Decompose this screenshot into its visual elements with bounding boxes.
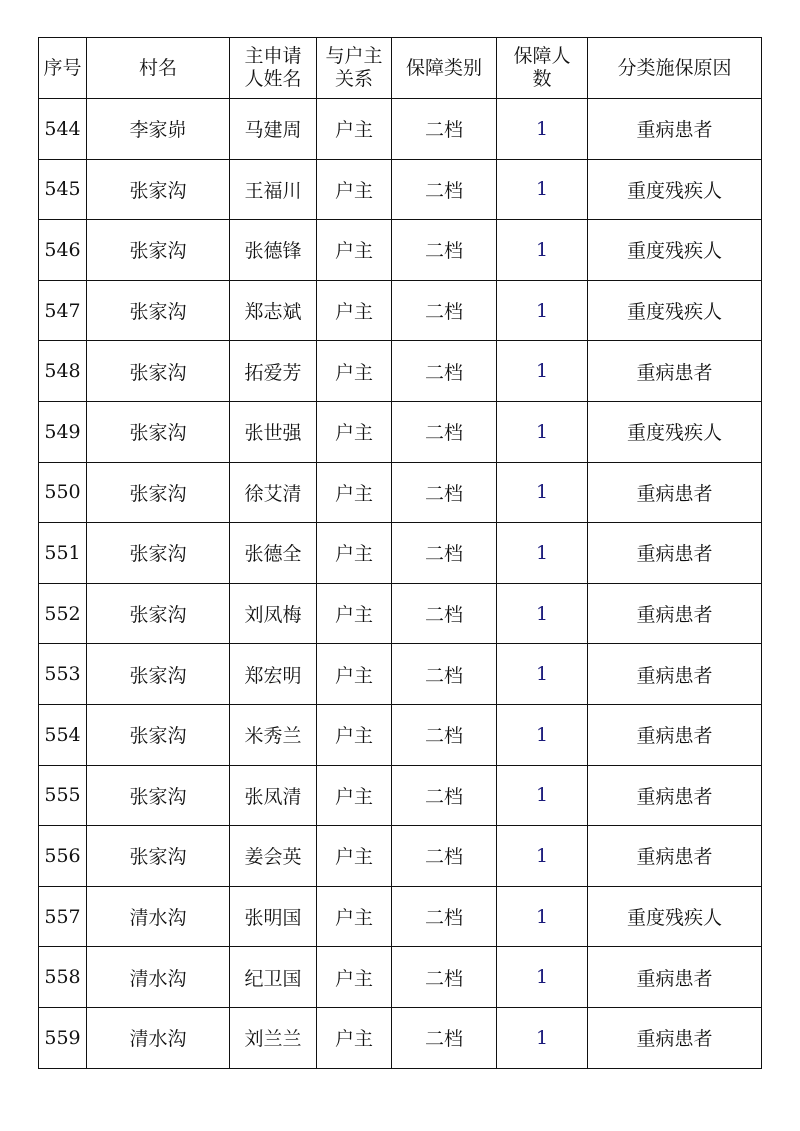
cell-applicant-name: 拓爱芳 <box>230 341 317 402</box>
cell-applicant-name: 张德全 <box>230 523 317 584</box>
cell-count: 1 <box>497 1007 588 1068</box>
table-row <box>39 341 762 402</box>
cell-village: 清水沟 <box>87 886 230 947</box>
cell-relation: 户主 <box>317 341 392 402</box>
cell-count: 1 <box>497 826 588 887</box>
cell-seq: 545 <box>39 159 87 220</box>
cell-reason: 重病患者 <box>588 644 762 705</box>
cell-reason: 重病患者 <box>588 1007 762 1068</box>
table-header <box>39 38 762 99</box>
cell-reason: 重度残疾人 <box>588 280 762 341</box>
cell-count: 1 <box>497 462 588 523</box>
cell-village: 张家沟 <box>87 462 230 523</box>
header-seq: 序号 <box>39 38 87 99</box>
cell-reason: 重病患者 <box>588 765 762 826</box>
cell-seq: 554 <box>39 704 87 765</box>
cell-category: 二档 <box>392 99 497 160</box>
cell-category: 二档 <box>392 826 497 887</box>
cell-seq: 548 <box>39 341 87 402</box>
cell-seq: 549 <box>39 401 87 462</box>
table-row <box>39 826 762 887</box>
cell-reason: 重病患者 <box>588 826 762 887</box>
cell-village: 张家沟 <box>87 401 230 462</box>
cell-village: 张家沟 <box>87 159 230 220</box>
cell-village: 张家沟 <box>87 704 230 765</box>
cell-count: 1 <box>497 159 588 220</box>
cell-seq: 547 <box>39 280 87 341</box>
cell-category: 二档 <box>392 583 497 644</box>
cell-reason: 重度残疾人 <box>588 159 762 220</box>
cell-category: 二档 <box>392 947 497 1008</box>
cell-relation: 户主 <box>317 462 392 523</box>
cell-count: 1 <box>497 704 588 765</box>
cell-count: 1 <box>497 220 588 281</box>
cell-applicant-name: 刘凤梅 <box>230 583 317 644</box>
cell-count: 1 <box>497 401 588 462</box>
cell-relation: 户主 <box>317 159 392 220</box>
cell-category: 二档 <box>392 523 497 584</box>
cell-reason: 重度残疾人 <box>588 220 762 281</box>
cell-category: 二档 <box>392 765 497 826</box>
cell-seq: 555 <box>39 765 87 826</box>
cell-category: 二档 <box>392 886 497 947</box>
header-category: 保障类别 <box>392 38 497 99</box>
table-row <box>39 704 762 765</box>
cell-village: 清水沟 <box>87 1007 230 1068</box>
cell-applicant-name: 徐艾清 <box>230 462 317 523</box>
cell-category: 二档 <box>392 704 497 765</box>
cell-reason: 重病患者 <box>588 704 762 765</box>
table-row <box>39 220 762 281</box>
header-applicant-name: 主申请 人姓名 <box>230 38 317 99</box>
cell-count: 1 <box>497 99 588 160</box>
cell-count: 1 <box>497 583 588 644</box>
cell-reason: 重病患者 <box>588 99 762 160</box>
cell-applicant-name: 郑志斌 <box>230 280 317 341</box>
cell-category: 二档 <box>392 280 497 341</box>
cell-relation: 户主 <box>317 401 392 462</box>
header-relation: 与户主 关系 <box>317 38 392 99</box>
cell-seq: 553 <box>39 644 87 705</box>
cell-relation: 户主 <box>317 220 392 281</box>
cell-relation: 户主 <box>317 765 392 826</box>
cell-relation: 户主 <box>317 826 392 887</box>
cell-village: 张家沟 <box>87 765 230 826</box>
cell-reason: 重病患者 <box>588 462 762 523</box>
header-village: 村名 <box>87 38 230 99</box>
table-row <box>39 644 762 705</box>
cell-relation: 户主 <box>317 280 392 341</box>
cell-village: 张家沟 <box>87 280 230 341</box>
table-row <box>39 765 762 826</box>
cell-category: 二档 <box>392 341 497 402</box>
cell-seq: 558 <box>39 947 87 1008</box>
cell-village: 张家沟 <box>87 341 230 402</box>
cell-applicant-name: 王福川 <box>230 159 317 220</box>
cell-reason: 重病患者 <box>588 583 762 644</box>
cell-applicant-name: 马建周 <box>230 99 317 160</box>
cell-applicant-name: 张凤清 <box>230 765 317 826</box>
table-row <box>39 523 762 584</box>
table-row <box>39 886 762 947</box>
cell-village: 张家沟 <box>87 826 230 887</box>
cell-relation: 户主 <box>317 947 392 1008</box>
cell-category: 二档 <box>392 644 497 705</box>
cell-applicant-name: 米秀兰 <box>230 704 317 765</box>
cell-seq: 551 <box>39 523 87 584</box>
cell-relation: 户主 <box>317 523 392 584</box>
table-row <box>39 947 762 1008</box>
cell-seq: 552 <box>39 583 87 644</box>
cell-applicant-name: 张世强 <box>230 401 317 462</box>
cell-reason: 重度残疾人 <box>588 886 762 947</box>
cell-count: 1 <box>497 280 588 341</box>
table-row <box>39 462 762 523</box>
cell-seq: 546 <box>39 220 87 281</box>
cell-category: 二档 <box>392 462 497 523</box>
table-body <box>39 99 762 1069</box>
cell-applicant-name: 张明国 <box>230 886 317 947</box>
cell-count: 1 <box>497 947 588 1008</box>
cell-count: 1 <box>497 523 588 584</box>
cell-applicant-name: 郑宏明 <box>230 644 317 705</box>
cell-seq: 556 <box>39 826 87 887</box>
cell-reason: 重病患者 <box>588 947 762 1008</box>
cell-reason: 重病患者 <box>588 523 762 584</box>
cell-count: 1 <box>497 644 588 705</box>
cell-count: 1 <box>497 341 588 402</box>
cell-relation: 户主 <box>317 99 392 160</box>
cell-count: 1 <box>497 886 588 947</box>
cell-village: 清水沟 <box>87 947 230 1008</box>
cell-seq: 550 <box>39 462 87 523</box>
cell-relation: 户主 <box>317 1007 392 1068</box>
table-row <box>39 99 762 160</box>
cell-applicant-name: 张德锋 <box>230 220 317 281</box>
cell-seq: 544 <box>39 99 87 160</box>
table-row <box>39 1007 762 1068</box>
cell-seq: 559 <box>39 1007 87 1068</box>
table-row <box>39 159 762 220</box>
cell-village: 张家沟 <box>87 583 230 644</box>
cell-seq: 557 <box>39 886 87 947</box>
cell-category: 二档 <box>392 1007 497 1068</box>
cell-village: 李家峁 <box>87 99 230 160</box>
cell-relation: 户主 <box>317 704 392 765</box>
table-row <box>39 280 762 341</box>
assistance-roster-table <box>38 37 762 1069</box>
cell-reason: 重病患者 <box>588 341 762 402</box>
cell-category: 二档 <box>392 159 497 220</box>
cell-applicant-name: 姜会英 <box>230 826 317 887</box>
table-row <box>39 401 762 462</box>
cell-count: 1 <box>497 765 588 826</box>
cell-village: 张家沟 <box>87 523 230 584</box>
header-row <box>39 38 762 99</box>
header-count: 保障人 数 <box>497 38 588 99</box>
header-reason: 分类施保原因 <box>588 38 762 99</box>
cell-category: 二档 <box>392 401 497 462</box>
cell-relation: 户主 <box>317 886 392 947</box>
cell-reason: 重度残疾人 <box>588 401 762 462</box>
cell-village: 张家沟 <box>87 644 230 705</box>
cell-village: 张家沟 <box>87 220 230 281</box>
cell-relation: 户主 <box>317 583 392 644</box>
cell-relation: 户主 <box>317 644 392 705</box>
table-row <box>39 583 762 644</box>
cell-applicant-name: 纪卫国 <box>230 947 317 1008</box>
cell-category: 二档 <box>392 220 497 281</box>
cell-applicant-name: 刘兰兰 <box>230 1007 317 1068</box>
